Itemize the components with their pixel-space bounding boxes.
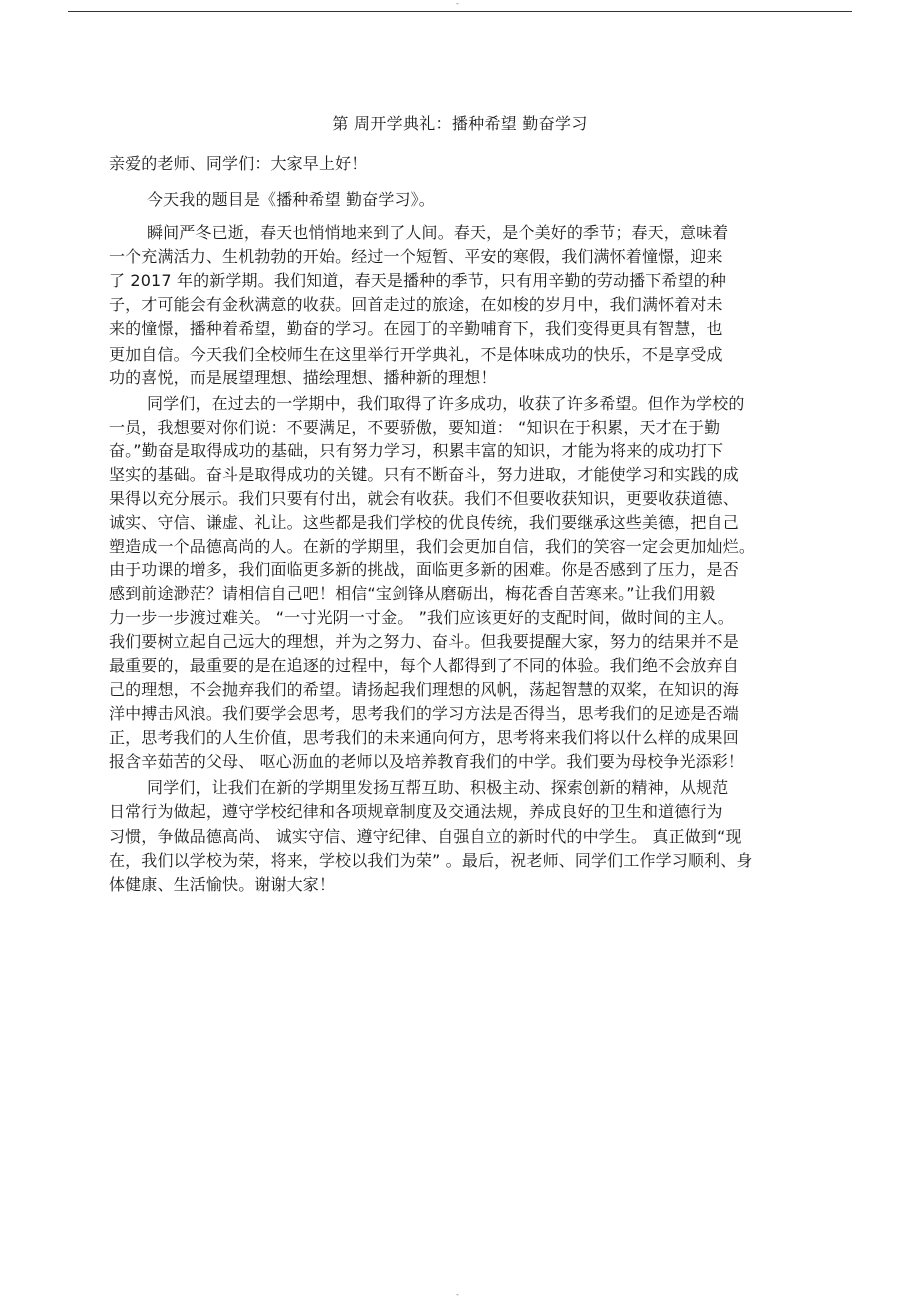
paragraph-1-line: 瞬间严冬已逝，春天也悄悄地来到了人间。春天，是个美好的季节；春天，意味着 xyxy=(147,223,729,242)
paragraph-2-line: 诚实、守信、谦虚、礼让。这些都是我们学校的优良传统，我们要继承这些美德，把自己 xyxy=(109,513,739,532)
paragraph-1-line: 了 2017 年的新学期。我们知道，春天是播种的季节，只有用辛勤的劳动播下希望的种 xyxy=(109,271,727,290)
paragraph-2-line: 果得以充分展示。我们只要有付出，就会有收获。我们不但要收获知识，更要收获道德、 xyxy=(109,489,739,508)
paragraph-2-line: 由于功课的增多，我们面临更多新的挑战，面临更多新的困难。你是否感到了压力，是否 xyxy=(109,560,739,579)
header-rule xyxy=(68,11,852,12)
paragraph-2-line: 一员，我想要对你们说：不要满足，不要骄傲，要知道： “知识在于积累，天才在于勤 xyxy=(109,418,721,437)
paragraph-3-line: 日常行为做起，遵守学校纪律和各项规章制度及交通法规，养成良好的卫生和道德行为 xyxy=(109,802,723,821)
paragraph-2-line: 报含辛茹苦的父母、 呕心沥血的老师以及培养教育我们的中学。我们要为母校争光添彩！ xyxy=(109,752,745,771)
paragraph-2-line: 己的理想，不会抛弃我们的希望。请扬起我们理想的风帆，荡起智慧的双桨，在知识的海 xyxy=(109,680,739,699)
paragraph-3-line: 习惯，争做品德高尚、 诚实守信、遵守纪律、自强自立的新时代的中学生。 真正做到“现 xyxy=(109,827,742,846)
paragraph-2-line: 奋。”勤奋是取得成功的基础，只有努力学习，积累丰富的知识，才能为将来的成功打下 xyxy=(109,441,724,460)
paragraph-3-line: 同学们，让我们在新的学期里发扬互帮互助、积极主动、探索创新的精神，从规范 xyxy=(147,778,729,797)
paragraph-2-line: 感到前途渺茫？请相信自己吧！相信“宝剑锋从磨砺出，梅花香自苦寒来。”让我们用毅 xyxy=(109,584,716,603)
paragraph-2-line: 坚实的基础。奋斗是取得成功的关键。只有不断奋斗，努力进取，才能使学习和实践的成 xyxy=(109,465,739,484)
paragraph-3-line: 体健康、生活愉快。谢谢大家！ xyxy=(109,875,336,894)
paragraph-3-line: 在，我们以学校为荣，将来，学校以我们为荣” 。最后，祝老师、同学们工作学习顺利、身 xyxy=(109,851,753,870)
paragraph-2-line: 洋中搏击风浪。我们要学会思考，思考我们的学习方法是否得当，思考我们的足迹是否端 xyxy=(109,704,739,723)
document-title: 第 周开学典礼：播种希望 勤奋学习 xyxy=(332,114,588,133)
header-mark: - xyxy=(456,0,459,8)
paragraph-1-line: 更加自信。今天我们全校师生在这里举行开学典礼，不是体味成功的快乐，不是享受成 xyxy=(109,345,723,364)
paragraph-2-line: 正，思考我们的人生价值，思考我们的未来通向何方，思考将来我们将以什么样的成果回 xyxy=(109,728,739,747)
greeting-line: 亲爱的老师、同学们：大家早上好！ xyxy=(109,154,368,173)
paragraph-2-line: 塑造成一个品德高尚的人。在新的学期里，我们会更加自信，我们的笑容一定会更加灿烂。 xyxy=(109,537,756,556)
paragraph-2-line: 最重要的，最重要的是在追逐的过程中，每个人都得到了不同的体验。我们绝不会放弃自 xyxy=(109,656,739,675)
paragraph-1-line: 功的喜悦，而是展望理想、描绘理想、播种新的理想！ xyxy=(109,368,497,387)
paragraph-2-line: 同学们，在过去的一学期中，我们取得了许多成功，收获了许多希望。但作为学校的 xyxy=(147,394,745,413)
paragraph-2-line: 我们要树立起自己远大的理想，并为之努力、奋斗。但我要提醒大家，努力的结果并不是 xyxy=(109,632,739,651)
paragraph-1-line: 子，才可能会有金秋满意的收获。回首走过的旅途，在如梭的岁月中，我们满怀着对未 xyxy=(109,295,723,314)
topic-line: 今天我的题目是《播种希望 勤奋学习》。 xyxy=(147,190,435,209)
paragraph-2-line: 力一步一步渡过难关。 “一寸光阴一寸金。 ”我们应该更好的支配时间，做时间的主人。 xyxy=(109,608,734,627)
paragraph-1-line: 来的憧憬，播种着希望，勤奋的学习。在园丁的辛勤哺育下，我们变得更具有智慧，也 xyxy=(109,319,723,338)
footer-mark: - xyxy=(456,1290,459,1299)
paragraph-1-line: 一个充满活力、生机勃勃的开始。经过一个短暂、平安的寒假，我们满怀着憧憬，迎来 xyxy=(109,247,723,266)
